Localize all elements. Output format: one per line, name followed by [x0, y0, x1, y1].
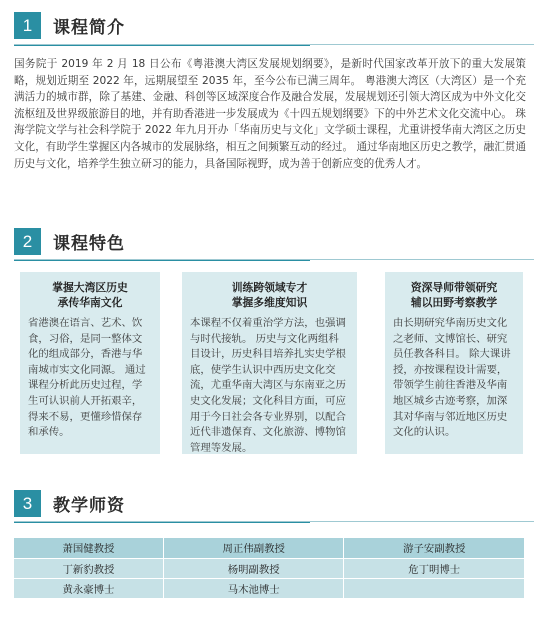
faculty-name-cell: 危丁明博士: [344, 558, 525, 578]
feature-card-fieldwork: [385, 272, 523, 454]
faculty-table: [14, 538, 525, 599]
section-number-badge: 2: [14, 228, 41, 255]
feature-card-title: [393, 280, 515, 310]
section-title: 教学师资: [53, 496, 125, 516]
table-row: [14, 578, 525, 598]
section-divider-thin: [14, 44, 534, 45]
faculty-name-cell: 游子安副教授: [344, 538, 525, 558]
feature-title-line: 掌握大湾区历史: [52, 281, 128, 294]
section-1-header: [14, 12, 125, 39]
feature-card-body: 省港澳在语言、艺术、饮食，习俗，是同一整体文化的组成部分，香港与华南城市实文化同源。 通过课程分析此历史过程，学生可认识前人开拓艰辛，得来不易，更懂珍惜保存和承传。: [28, 317, 146, 439]
feature-card-body: 由长期研究华南历史文化之老师、文博馆长、研究员任教各科目。 除大课讲授，亦按课程设计需要，带领学生前往香港及华南地区城乡古迹考察，加深其对华南与邻近地区历史文化的认识。: [393, 317, 511, 439]
feature-card-crossdisciplinary: [182, 272, 357, 454]
feature-card-history: [20, 272, 160, 454]
feature-title-line: 资深导师带领研究: [410, 281, 498, 294]
feature-title-line: 掌握多维度知识: [231, 296, 308, 309]
faculty-name-cell: 马木池博士: [163, 578, 344, 598]
faculty-name-cell: [344, 578, 525, 598]
feature-card-title: [190, 280, 349, 310]
feature-title-line: 辅以田野考察教学: [410, 296, 498, 309]
section-divider-thin: [14, 521, 534, 522]
section-title: 课程特色: [53, 234, 125, 254]
section-title: 课程简介: [53, 18, 125, 38]
section-2-header: [14, 228, 125, 255]
section-3-header: [14, 490, 125, 517]
section-divider-thin: [14, 259, 534, 260]
feature-title-line: 训练跨领域专才: [231, 281, 308, 294]
faculty-name-cell: 杨明副教授: [163, 558, 344, 578]
faculty-name-cell: 丁新豹教授: [14, 558, 163, 578]
faculty-name-cell: 黄永豪博士: [14, 578, 163, 598]
faculty-name-cell: 萧国健教授: [14, 538, 163, 558]
section-number-badge: 1: [14, 12, 41, 39]
faculty-name-cell: 周正伟副教授: [163, 538, 344, 558]
table-row: [14, 558, 525, 578]
feature-card-body: 本课程不仅着重治学方法，也强调与时代接轨。 历史与文化两组科目设计，历史科目培养扎实史学根底，使学生认识中西历史文化交流，尤重华南大湾区与东南亚之历史文化发展；文化科目方面，可应用于今日社会各专业界别，以配合近代非遗保育、文化旅游、博物馆管理等发展。: [190, 317, 346, 454]
section-number-badge: 3: [14, 490, 41, 517]
feature-title-line: 承传华南文化: [57, 296, 123, 309]
table-row: [14, 538, 525, 558]
course-intro-paragraph: 国务院于 2019 年 2 月 18 日公布《粤港澳大湾区发展规划纲要》，是新时代国家改革开放下的重大发展策略，规划近期至 2022 年，远期展望至 2035 年，至今公布已满三周年。 粤港澳大湾区（大湾区）是一个充满活力的城市群，除了基建、金融、科创等区域深度合作及融合发展，发展规划还引领大湾区成为中外文化交流枢纽及世界级旅游目的地，并有助香港进一步发展成为《十四五规划纲要》下的中外艺术文化交流中心。 珠海学院文学与社会科学院于 2022 年九月开办「华南历史与文化」文学硕士课程，尤重讲授华南大湾区之历史文化，有助学生掌握区内各城市的发展脉络，相互之间频繁互动的经过。 通过华南地区历史之教学，融汇贯通历史与文化，培养学生独立研习的能力，具备国际视野，成为善于创新应变的优秀人才。: [14, 58, 526, 170]
feature-card-title: [28, 280, 152, 310]
